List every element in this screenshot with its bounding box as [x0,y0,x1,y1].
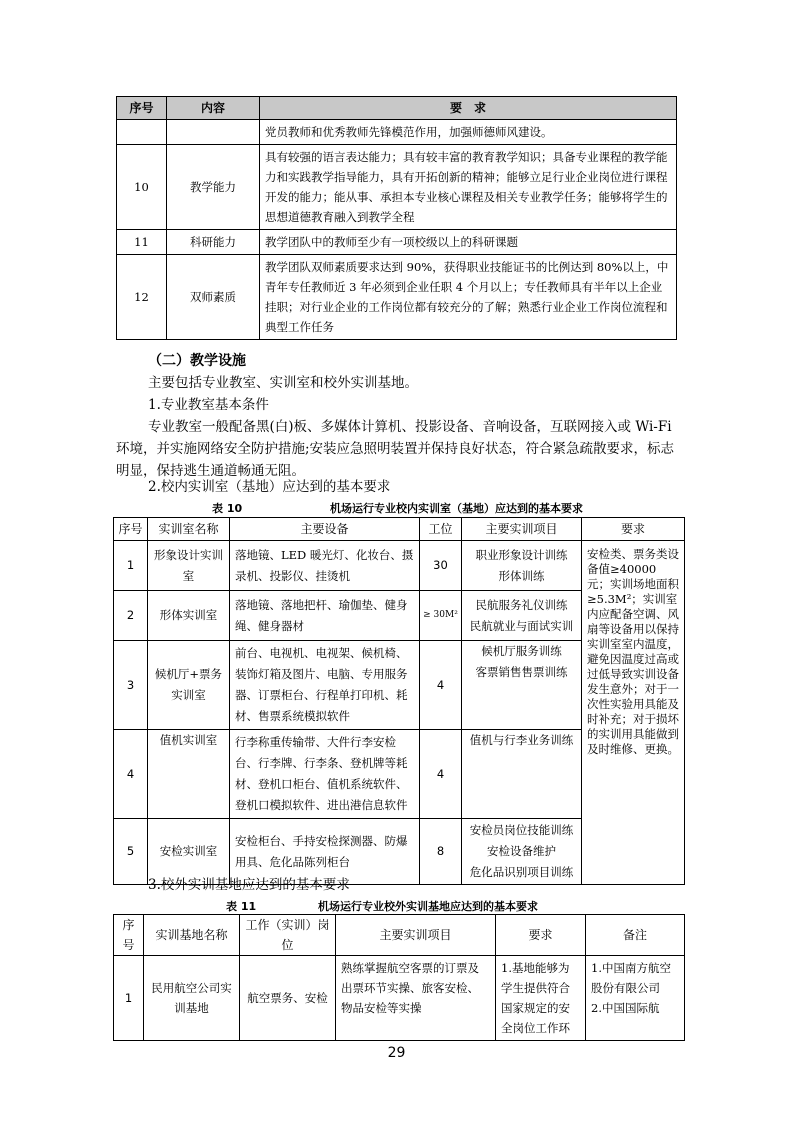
table-row: 4 值机实训室 行李称重传输带、大件行李安检台、行李牌、行李条、登机牌等耗材、登机口柜台、值机系统软件、登机口模拟软件、进出港信息软件 4 值机与行李业务训练 [114,730,685,819]
header-requirement: 要求 [582,518,685,541]
table-row: 12 双师素质 教学团队双师素质要求达到 90%，获得职业技能证书的比例达到 80%以上，中青年专任教师近 3 年必须到企业任职 4 个月以上；专任教师具有半年以上企业挂职；对行业企业的工作岗位都有较充分的了解；熟悉行业企业工作岗位流程和典型工作任务 [117,255,677,340]
table-caption-title: 机场运行专业校内实训室（基地）应达到的基本要求 [330,502,583,515]
table-caption-number: 表 11 [226,900,257,913]
requirement-cell: 安检类、票务类设备值≥40000 元；实训场地面积≥5.3M²；实训室内应配备空调、风扇等设备用以保持实训室室内温度，避免因温度过高或过低导致实训设备发生意外；对于一次性实验用具能及时补充；对于损坏的实训用具能做到及时维修、更换。 [582,541,685,885]
subheading: 2.校内实训室（基地）应达到的基本要求 [148,479,391,495]
subheading: 1.专业教室基本条件 [148,397,269,413]
header-items: 主要实训项目 [462,518,582,541]
header-post: 工作（实训）岗位 [240,915,336,956]
header-name: 实训基地名称 [144,915,240,956]
header-items: 主要实训项目 [336,915,496,956]
table-header-row [114,518,685,541]
header-seats: 工位 [420,518,462,541]
page-number: 29 [387,1045,406,1061]
table-row: 3 候机厅+票务实训室 前台、电视机、电视架、候机椅、装饰灯箱及图片、电脑、专用服务器、订票柜台、行程单打印机、耗材、售票系统模拟软件 4 候机厅服务训练 客票销售售票训练 [114,641,685,730]
paragraph: 专业教室一般配备黑(白)板、多媒体计算机、投影设备、音响设备，互联网接入或 Wi-Fi 环境，并实施网络安全防护措施;安装应急照明装置并保持良好状态，符合紧急疏散要求，标志明显，保持逃生通道畅通无阻。 [116,419,675,479]
header-note: 备注 [586,915,685,956]
subheading: 3.校外实训基地应达到的基本要求 [148,877,350,893]
header-equipment: 主要设备 [230,518,420,541]
header-requirement: 要 求 [260,97,677,120]
table-row: 11 科研能力 教学团队中的教师至少有一项校级以上的科研课题 [117,230,677,255]
table-caption-number: 表 10 [212,502,243,515]
table-row: 10 教学能力 具有较强的语言表达能力；具有较丰富的教育教学知识；具备专业课程的教学能力和实践教学指导能力，具有开拓创新的精神；能够立足行业企业岗位进行课程开发的能力；能从事、承担本专业核心课程及相关专业教学任务；能够将学生的思想道德教育融入到教学全程 [117,145,677,230]
table-row: 党员教师和优秀教师先锋模范作用，加强师德师风建设。 [117,120,677,145]
header-no: 序号 [117,97,167,120]
table-header-row [117,97,677,120]
header-requirement: 要求 [496,915,586,956]
paragraph: 主要包括专业教室、实训室和校外实训基地。 [148,375,418,391]
table-row: 2 形体实训室 落地镜、落地把杆、瑜伽垫、健身绳、健身器材 ≥ 30M² 民航服务礼仪训练 民航就业与面试实训 [114,591,685,641]
header-no: 序号 [114,915,144,956]
header-no: 序号 [114,518,148,541]
table-row: 5 安检实训室 安检柜台、手持安检探测器、防爆用具、危化品陈列柜台 8 安检员岗位技能训练 安检设备维护 危化品识别项目训练 [114,819,685,885]
section-title: （二）教学设施 [148,353,246,369]
teacher-requirements-table [116,96,677,340]
header-name: 实训室名称 [148,518,230,541]
table-header-row [114,915,685,956]
table-row: 1 民用航空公司实训基地 航空票务、安检 熟练掌握航空客票的订票及出票环节实操、旅客安检、物品安检等实操 1.基地能够为学生提供符合国家规定的安全岗位工作环 1.中国南方航空股份有限公司 2.中国国际航 [114,956,685,1041]
onsite-training-table [113,517,685,885]
table-row: 1 形象设计实训室 落地镜、LED 暖光灯、化妆台、摄录机、投影仪、挂烫机 30 职业形象设计训练 形体训练 安检类、票务类设备值≥40000 元；实训场地面积≥5.3M²；实训室内应配备空调、风扇等设备用以保持实训室室内温度，避免因温度过高或过低导致实训设备发生意外；对于一次性实验用具能及时补充；对于损坏的实训用具能做到及时维修、更换。 [114,541,685,591]
offsite-training-table [113,914,685,1041]
header-content: 内容 [167,97,260,120]
table-caption-title: 机场运行专业校外实训基地应达到的基本要求 [318,900,538,913]
